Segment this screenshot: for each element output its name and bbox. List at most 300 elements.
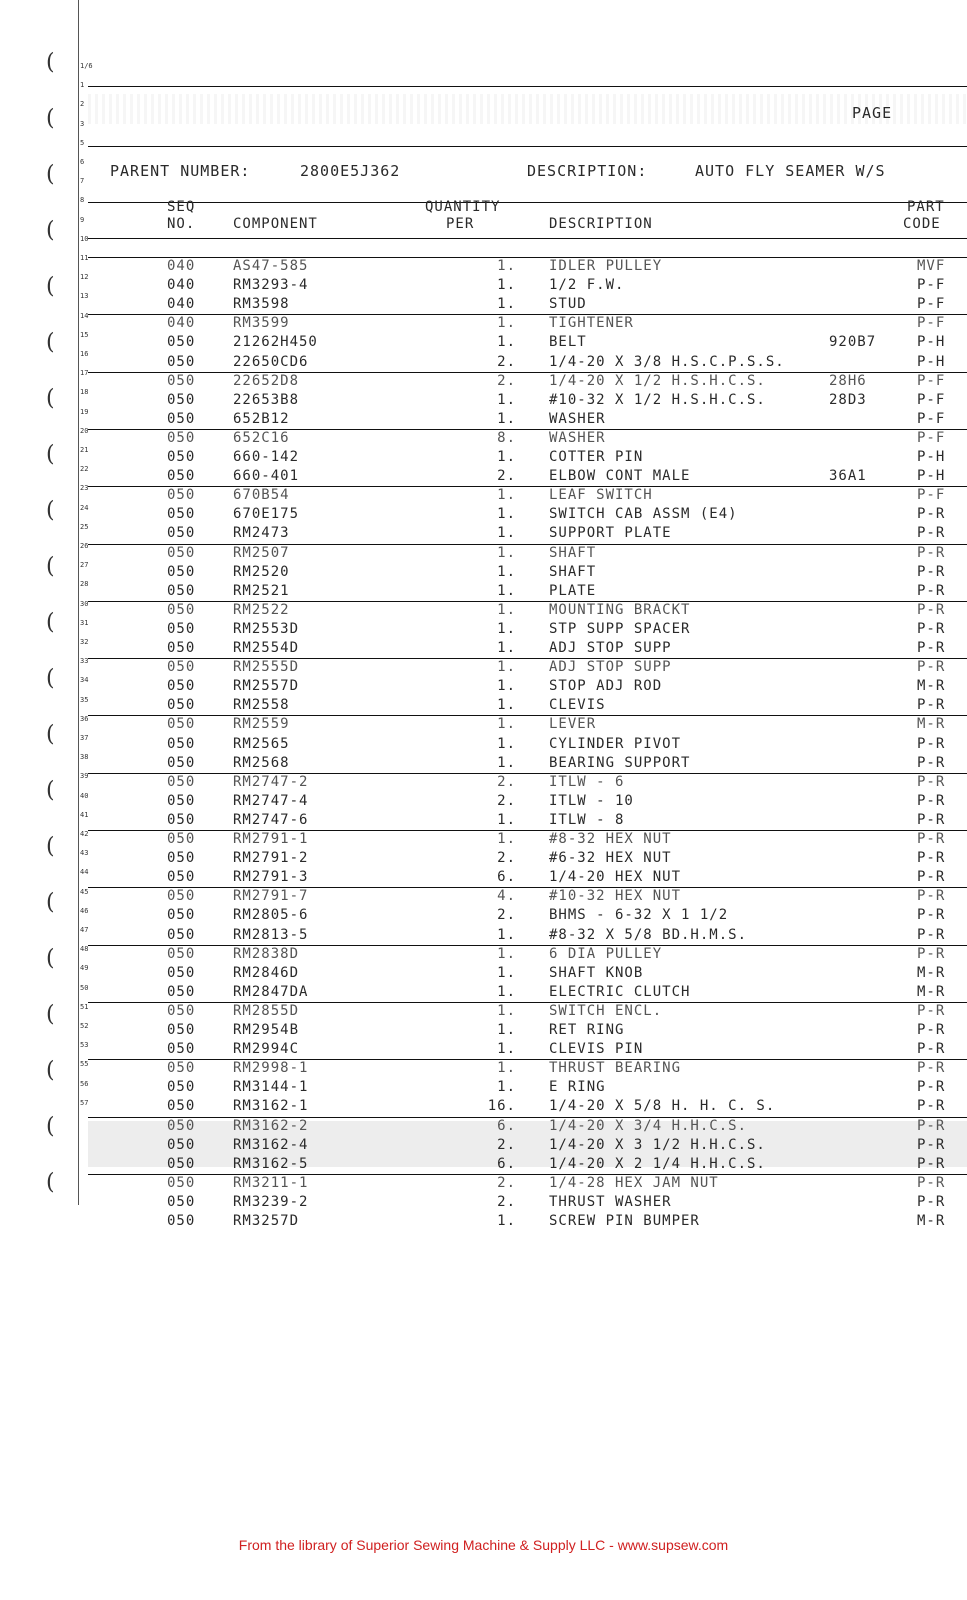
seq-cell: 050 xyxy=(167,1117,196,1134)
part-code-cell: P-H xyxy=(917,468,946,485)
component-cell: AS47-585 xyxy=(233,258,309,274)
col-description: DESCRIPTION xyxy=(549,216,653,232)
table-row xyxy=(0,869,967,888)
part-code-cell: P-R xyxy=(917,735,946,752)
line-number: 18 xyxy=(80,388,89,397)
part-code-cell: P-F xyxy=(917,315,946,332)
table-row xyxy=(0,793,967,812)
quantity-cell: 1. xyxy=(497,697,516,714)
component-cell: 21262H450 xyxy=(233,334,318,351)
component-cell: RM2507 xyxy=(233,544,290,561)
line-number: 35 xyxy=(80,695,89,704)
description-cell: ITLW - 6 xyxy=(549,773,625,790)
seq-cell: 040 xyxy=(167,296,196,313)
description-cell: SCREW PIN BUMPER xyxy=(549,1213,700,1229)
component-cell: RM3162-4 xyxy=(233,1136,309,1153)
seq-cell: 050 xyxy=(167,1098,196,1115)
row-group-rule xyxy=(88,658,967,659)
binder-hole-icon: ( xyxy=(46,1058,55,1083)
table-row xyxy=(0,1118,967,1137)
quantity-cell: 1. xyxy=(497,1041,516,1058)
quantity-cell: 6. xyxy=(497,1155,516,1172)
seq-cell: 050 xyxy=(167,506,196,523)
seq-cell: 050 xyxy=(167,773,196,790)
component-cell: RM2847DA xyxy=(233,983,309,1000)
part-code-cell: P-R xyxy=(917,926,946,943)
line-number: 8 xyxy=(80,196,85,205)
binder-hole-icon: ( xyxy=(46,610,55,635)
quantity-cell: 2. xyxy=(497,468,516,485)
line-number: 56 xyxy=(80,1079,89,1088)
quantity-cell: 2. xyxy=(497,372,516,389)
component-cell: 652B12 xyxy=(233,410,290,427)
binder-hole-icon: ( xyxy=(46,946,55,971)
line-number: 24 xyxy=(80,503,89,512)
row-group-rule xyxy=(88,257,967,258)
binder-hole-icon: ( xyxy=(46,274,55,299)
description-cell: COTTER PIN xyxy=(549,449,644,465)
quantity-cell: 4. xyxy=(497,888,516,905)
header-rule-bottom xyxy=(88,146,967,147)
quantity-cell: 1. xyxy=(497,754,516,771)
part-code-cell: P-R xyxy=(917,1098,946,1115)
line-number: 16 xyxy=(80,350,89,358)
line-number: 11 xyxy=(80,254,89,262)
table-row xyxy=(0,296,967,315)
quantity-cell: 2. xyxy=(497,1174,516,1191)
component-cell: RM2791-3 xyxy=(233,869,309,886)
seq-cell: 050 xyxy=(167,888,196,905)
header-rule-top xyxy=(88,86,967,87)
seq-cell: 050 xyxy=(167,1136,196,1153)
seq-cell: 050 xyxy=(167,1213,196,1229)
description-cell: E RING xyxy=(549,1079,606,1096)
table-row xyxy=(0,659,967,678)
part-code-cell: P-R xyxy=(917,1136,946,1153)
component-cell: RM3257D xyxy=(233,1213,300,1229)
description-cell: #10-32 HEX NUT xyxy=(549,888,682,905)
part-code-cell: P-R xyxy=(917,525,946,542)
binder-hole-icon: ( xyxy=(46,834,55,859)
part-code-cell: P-H xyxy=(917,449,946,465)
seq-cell: 040 xyxy=(167,258,196,274)
description-cell: LEVER xyxy=(549,716,597,733)
component-cell: RM3162-1 xyxy=(233,1098,309,1115)
seq-cell: 050 xyxy=(167,372,196,389)
quantity-cell: 1. xyxy=(497,315,516,332)
part-code-cell: P-R xyxy=(917,1174,946,1191)
quantity-cell: 1. xyxy=(497,926,516,943)
seq-cell: 050 xyxy=(167,544,196,561)
seq-cell: 050 xyxy=(167,1079,196,1096)
table-row xyxy=(0,1175,967,1194)
binder-hole-icon: ( xyxy=(46,330,55,355)
column-header-rule-top xyxy=(88,202,967,203)
part-code-cell: P-R xyxy=(917,582,946,599)
binder-hole-icon: ( xyxy=(46,666,55,691)
part-code-cell: P-F xyxy=(917,372,946,389)
description-cell: CLEVIS PIN xyxy=(549,1041,644,1058)
line-number: 55 xyxy=(80,1060,89,1069)
quantity-cell: 2. xyxy=(497,1136,516,1153)
quantity-cell: 1. xyxy=(497,640,516,656)
seq-cell: 050 xyxy=(167,1060,196,1077)
quantity-cell: 1. xyxy=(497,811,516,828)
description-cell: ADJ STOP SUPP xyxy=(549,640,672,656)
seq-cell: 050 xyxy=(167,487,196,504)
part-code-cell: P-R xyxy=(917,869,946,886)
description-cell: ELBOW CONT MALE xyxy=(549,468,691,485)
description-cell: THRUST WASHER xyxy=(549,1193,672,1210)
description-cell: #10-32 X 1/2 H.S.H.C.S. xyxy=(549,391,766,408)
seq-cell: 050 xyxy=(167,601,196,618)
component-cell: RM2559 xyxy=(233,716,290,733)
row-group-rule xyxy=(88,1174,967,1175)
binder-hole-icon: ( xyxy=(46,386,55,411)
part-code-cell: P-R xyxy=(917,945,946,962)
description-cell: BHMS - 6-32 X 1 1/2 xyxy=(549,907,729,924)
line-number: 36 xyxy=(80,714,89,723)
seq-cell: 050 xyxy=(167,391,196,408)
quantity-cell: 1. xyxy=(497,831,516,847)
line-number: 21 xyxy=(80,446,89,454)
line-number: 15 xyxy=(80,330,89,339)
line-number: 28 xyxy=(80,580,89,589)
component-cell: 652C16 xyxy=(233,429,290,446)
col-seq-line1: SEQ xyxy=(167,199,196,215)
component-cell: 670B54 xyxy=(233,487,290,504)
column-header-rule-bottom xyxy=(88,238,967,239)
component-cell: RM2813-5 xyxy=(233,926,309,943)
seq-cell: 050 xyxy=(167,964,196,981)
description-cell: 1/4-20 X 3 1/2 H.H.C.S. xyxy=(549,1136,766,1153)
line-number: 40 xyxy=(80,791,89,800)
description-cell: ELECTRIC CLUTCH xyxy=(549,983,691,1000)
seq-cell: 050 xyxy=(167,449,196,465)
line-number: 12 xyxy=(80,273,89,282)
description-cell: #8-32 X 5/8 BD.H.M.S. xyxy=(549,926,748,943)
table-row xyxy=(0,315,967,334)
part-code-cell: P-R xyxy=(917,1060,946,1077)
line-number: 10 xyxy=(80,234,89,243)
binder-hole-icon: ( xyxy=(46,890,55,915)
table-row xyxy=(0,678,967,697)
parent-number-label: PARENT NUMBER: xyxy=(110,162,251,180)
description-cell: ADJ STOP SUPP xyxy=(549,659,672,676)
component-cell: RM3239-2 xyxy=(233,1193,309,1210)
part-code-cell: P-R xyxy=(917,1002,946,1019)
table-row xyxy=(0,392,967,411)
seq-cell: 050 xyxy=(167,410,196,427)
component-cell: 660-142 xyxy=(233,449,300,465)
part-code-cell: M-R xyxy=(917,983,946,1000)
component-cell: RM3162-5 xyxy=(233,1155,309,1172)
quantity-cell: 2. xyxy=(497,850,516,867)
part-code-cell: P-R xyxy=(917,811,946,828)
quantity-cell: 1. xyxy=(497,945,516,962)
quantity-cell: 1. xyxy=(497,659,516,676)
line-number: 20 xyxy=(80,426,89,435)
component-cell: 22653B8 xyxy=(233,391,300,408)
description-label: DESCRIPTION: xyxy=(527,162,648,180)
line-number: 3 xyxy=(80,119,85,128)
row-group-rule xyxy=(88,945,967,946)
seq-cell: 050 xyxy=(167,429,196,446)
seq-cell: 050 xyxy=(167,678,196,695)
table-row xyxy=(0,984,967,1003)
table-row xyxy=(0,755,967,774)
description-cell: WASHER xyxy=(549,429,606,446)
component-cell: RM2791-1 xyxy=(233,831,309,847)
line-number: 37 xyxy=(80,734,89,742)
table-row xyxy=(0,888,967,907)
line-number: 2 xyxy=(80,100,85,109)
description-cell: SHAFT xyxy=(549,563,597,580)
part-code-cell: P-H xyxy=(917,353,946,370)
quantity-cell: 1. xyxy=(497,1079,516,1096)
line-number: 42 xyxy=(80,830,89,838)
description-cell: 1/2 F.W. xyxy=(549,277,625,294)
line-number: 27 xyxy=(80,561,89,570)
part-code-cell: P-R xyxy=(917,754,946,771)
table-row xyxy=(0,1060,967,1079)
seq-cell: 050 xyxy=(167,640,196,656)
part-code-cell: M-R xyxy=(917,1213,946,1229)
component-cell: RM3293-4 xyxy=(233,277,309,294)
line-number: 32 xyxy=(80,638,89,646)
quantity-cell: 1. xyxy=(497,1002,516,1019)
table-row xyxy=(0,965,967,984)
binder-hole-icon: ( xyxy=(46,218,55,243)
part-code-cell: P-F xyxy=(917,277,946,294)
quantity-cell: 1. xyxy=(497,1060,516,1077)
seq-cell: 050 xyxy=(167,1022,196,1038)
part-code-cell: M-R xyxy=(917,716,946,733)
component-cell: RM3162-2 xyxy=(233,1117,309,1134)
component-cell: RM2522 xyxy=(233,601,290,618)
table-row xyxy=(0,774,967,793)
component-cell: 22650CD6 xyxy=(233,353,309,370)
part-code-cell: M-R xyxy=(917,678,946,695)
seq-cell: 050 xyxy=(167,792,196,809)
quantity-cell: 1. xyxy=(497,525,516,542)
seq-cell: 050 xyxy=(167,1041,196,1058)
line-number: 43 xyxy=(80,849,89,858)
col-qty-line2: PER xyxy=(446,216,475,232)
seq-cell: 050 xyxy=(167,468,196,485)
description-cell: #6-32 HEX NUT xyxy=(549,850,672,867)
table-row xyxy=(0,430,967,449)
quantity-cell: 8. xyxy=(497,429,516,446)
table-row xyxy=(0,1098,967,1117)
col-code-line1: PART xyxy=(907,199,945,215)
line-number: 57 xyxy=(80,1098,89,1107)
location-cell: 28H6 xyxy=(829,372,867,389)
description-cell: STOP ADJ ROD xyxy=(549,678,663,695)
component-cell: RM2555D xyxy=(233,659,300,676)
description-cell: ITLW - 10 xyxy=(549,792,634,809)
description-cell: BEARING SUPPORT xyxy=(549,754,691,771)
binder-hole-icon: ( xyxy=(46,442,55,467)
table-row xyxy=(0,487,967,506)
seq-cell: 050 xyxy=(167,1155,196,1172)
description-cell: CLEVIS xyxy=(549,697,606,714)
table-row xyxy=(0,1156,967,1175)
quantity-cell: 1. xyxy=(497,735,516,752)
description-cell: 1/4-28 HEX JAM NUT xyxy=(549,1174,719,1191)
quantity-cell: 1. xyxy=(497,563,516,580)
quantity-cell: 1. xyxy=(497,506,516,523)
description-cell: SHAFT KNOB xyxy=(549,964,644,981)
part-code-cell: P-R xyxy=(917,601,946,618)
quantity-cell: 1. xyxy=(497,544,516,561)
quantity-cell: 1. xyxy=(497,487,516,504)
line-number: 45 xyxy=(80,887,89,896)
part-code-cell: P-R xyxy=(917,1022,946,1038)
seq-cell: 050 xyxy=(167,907,196,924)
table-row xyxy=(0,411,967,430)
line-number: 5 xyxy=(80,138,85,147)
line-number: 47 xyxy=(80,926,89,934)
component-cell: RM2565 xyxy=(233,735,290,752)
seq-cell: 050 xyxy=(167,983,196,1000)
col-qty-line1: QUANTITY xyxy=(425,199,501,215)
binder-hole-icon: ( xyxy=(46,1002,55,1027)
quantity-cell: 1. xyxy=(497,678,516,695)
line-number: 38 xyxy=(80,753,89,762)
header-scan-noise xyxy=(88,94,967,124)
seq-cell: 050 xyxy=(167,697,196,714)
seq-cell: 050 xyxy=(167,525,196,542)
component-cell: RM2747-4 xyxy=(233,792,309,809)
footer-credit: From the library of Superior Sewing Machine & Supply LLC - www.supsew.com xyxy=(238,1537,729,1553)
line-number: 41 xyxy=(80,810,89,819)
binder-hole-icon: ( xyxy=(46,106,55,131)
line-number: 1/6 xyxy=(80,62,93,70)
seq-cell: 050 xyxy=(167,869,196,886)
table-row xyxy=(0,1022,967,1041)
component-cell: RM2998-1 xyxy=(233,1060,309,1077)
quantity-cell: 1. xyxy=(497,410,516,427)
component-cell: RM2791-7 xyxy=(233,888,309,905)
description-cell: BELT xyxy=(549,334,587,351)
component-cell: RM2558 xyxy=(233,697,290,714)
part-code-cell: P-R xyxy=(917,773,946,790)
location-cell: 36A1 xyxy=(829,468,867,485)
quantity-cell: 1. xyxy=(497,334,516,351)
table-row xyxy=(0,1079,967,1098)
part-code-cell: P-F xyxy=(917,429,946,446)
component-cell: RM2520 xyxy=(233,563,290,580)
description-cell: 1/4-20 X 3/8 H.S.C.P.S.S. xyxy=(549,353,785,370)
part-code-cell: P-R xyxy=(917,1117,946,1134)
table-row xyxy=(0,697,967,716)
description-cell: TIGHTENER xyxy=(549,315,634,332)
table-row xyxy=(0,1213,967,1232)
description-cell: IDLER PULLEY xyxy=(549,258,663,274)
table-row xyxy=(0,618,967,640)
description-cell: SWITCH ENCL. xyxy=(549,1002,663,1019)
quantity-cell: 1. xyxy=(497,1022,516,1038)
part-code-cell: P-R xyxy=(917,907,946,924)
row-group-rule xyxy=(88,601,967,602)
row-group-rule xyxy=(88,773,967,774)
row-group-rule xyxy=(88,486,967,487)
line-number: 1 xyxy=(80,81,85,90)
table-row xyxy=(0,850,967,869)
quantity-cell: 1. xyxy=(497,716,516,733)
seq-cell: 050 xyxy=(167,926,196,943)
table-row xyxy=(0,258,967,277)
description-cell: 1/4-20 X 1/2 H.S.H.C.S. xyxy=(549,372,766,389)
quantity-cell: 1. xyxy=(497,601,516,618)
description-cell: THRUST BEARING xyxy=(549,1060,682,1077)
description-cell: SHAFT xyxy=(549,544,597,561)
line-number: 44 xyxy=(80,868,89,877)
col-code-line2: CODE xyxy=(903,216,941,232)
table-row xyxy=(0,907,967,926)
part-code-cell: P-F xyxy=(917,296,946,313)
description-cell: SUPPORT PLATE xyxy=(549,525,672,542)
seq-cell: 050 xyxy=(167,1002,196,1019)
line-number: 26 xyxy=(80,542,89,550)
component-cell: RM2805-6 xyxy=(233,907,309,924)
table-row xyxy=(0,522,967,544)
row-group-rule xyxy=(88,1117,967,1118)
description-cell: CYLINDER PIVOT xyxy=(549,735,682,752)
binder-hole-icon: ( xyxy=(46,1170,55,1195)
quantity-cell: 16. xyxy=(487,1098,516,1115)
line-number: 19 xyxy=(80,407,89,416)
part-code-cell: P-R xyxy=(917,563,946,580)
binder-hole-icon: ( xyxy=(46,778,55,803)
component-cell: RM2568 xyxy=(233,754,290,771)
line-number: 51 xyxy=(80,1002,89,1011)
part-code-cell: P-R xyxy=(917,831,946,847)
page-label: PAGE xyxy=(852,104,893,122)
description-cell: STUD xyxy=(549,296,587,313)
line-number: 9 xyxy=(80,215,85,224)
table-row xyxy=(0,334,967,353)
line-number: 22 xyxy=(80,465,89,474)
table-row xyxy=(0,449,967,468)
line-number: 23 xyxy=(80,484,89,493)
part-code-cell: M-R xyxy=(917,964,946,981)
binder-hole-icon: ( xyxy=(46,50,55,75)
line-number: 46 xyxy=(80,906,89,915)
table-row xyxy=(0,468,967,487)
row-group-rule xyxy=(88,314,967,315)
binder-hole-icon: ( xyxy=(46,162,55,187)
part-code-cell: P-R xyxy=(917,544,946,561)
quantity-cell: 2. xyxy=(497,773,516,790)
line-number: 39 xyxy=(80,772,89,781)
description-cell: RET RING xyxy=(549,1022,625,1038)
line-number: 53 xyxy=(80,1041,89,1050)
part-code-cell: MVF xyxy=(917,258,946,274)
component-cell: 670E175 xyxy=(233,506,300,523)
line-number: 52 xyxy=(80,1022,89,1030)
seq-cell: 050 xyxy=(167,945,196,962)
seq-cell: 050 xyxy=(167,716,196,733)
table-row xyxy=(0,503,967,525)
part-code-cell: P-R xyxy=(917,620,946,637)
line-number: 30 xyxy=(80,599,89,608)
seq-cell: 050 xyxy=(167,1174,196,1191)
part-code-cell: P-R xyxy=(917,1079,946,1096)
component-cell: 22652D8 xyxy=(233,372,300,389)
table-row xyxy=(0,1194,967,1213)
